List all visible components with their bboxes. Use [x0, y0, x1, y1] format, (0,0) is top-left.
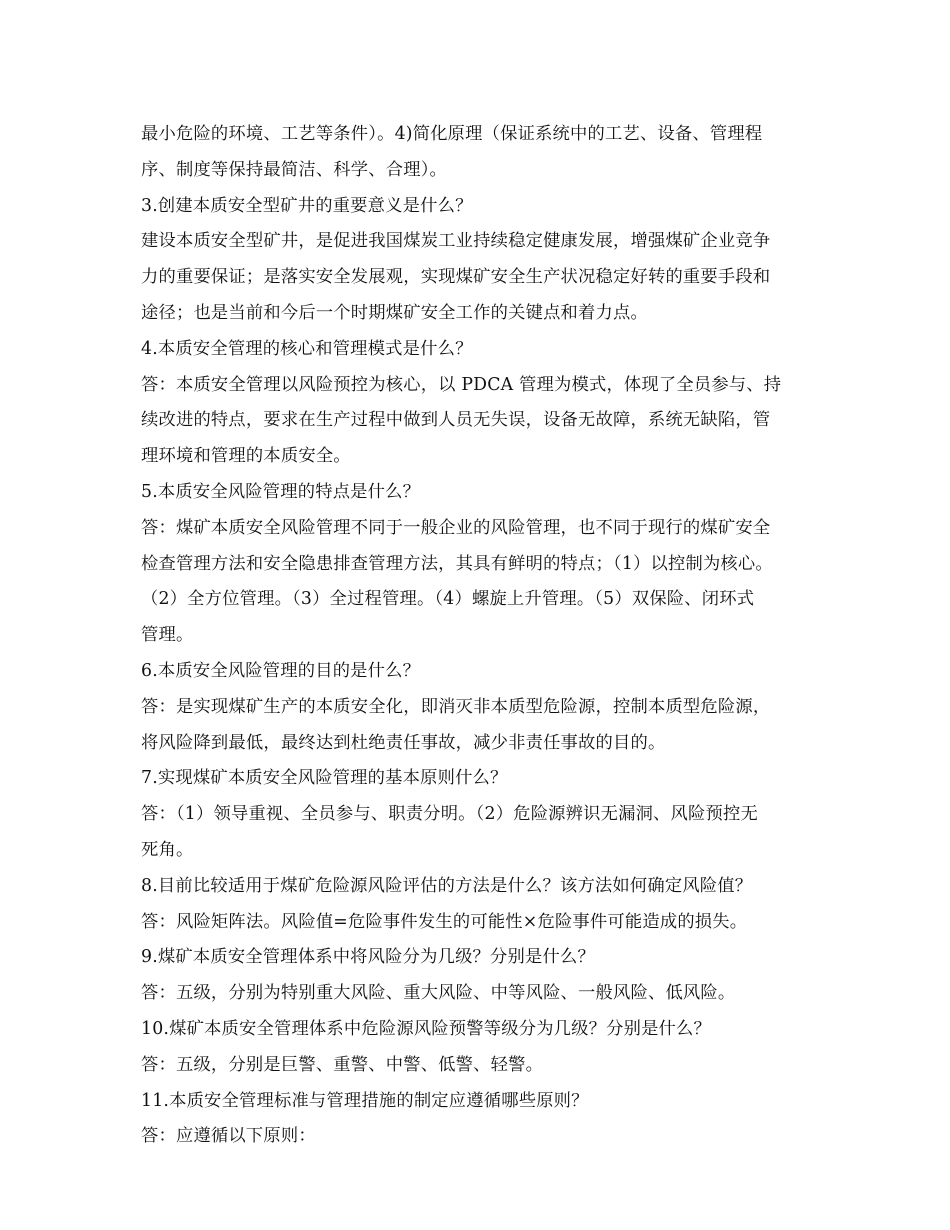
question-heading: 4.本质安全管理的核心和管理模式是什么？ [141, 338, 473, 359]
text-line: 理环境和管理的本质安全。 [141, 446, 351, 467]
text-line: 答：风险矩阵法。风险值=危险事件发生的可能性×危险事件可能造成的损失。 [141, 911, 748, 932]
text-line: 死角。 [141, 839, 194, 860]
text-line: 检查管理方法和安全隐患排查管理方法，其具有鲜明的特点；（1）以控制为核心。 [141, 553, 773, 574]
question-heading: 10.煤矿本质安全管理体系中危险源风险预警等级分为几级？分别是什么？ [141, 1018, 712, 1039]
text-line: 答：应遵循以下原则： [141, 1126, 316, 1147]
text-line: 续改进的特点，要求在生产过程中做到人员无失误，设备无故障，系统无缺陷，管 [141, 410, 771, 431]
question-heading: 5.本质安全风险管理的特点是什么？ [141, 481, 421, 502]
question-heading: 3.创建本质安全型矿井的重要意义是什么？ [141, 195, 473, 216]
text-line: 答：煤矿本质安全风险管理不同于一般企业的风险管理，也不同于现行的煤矿安全 [141, 517, 771, 538]
question-heading: 11.本质安全管理标准与管理措施的制定应遵循哪些原则？ [141, 1090, 589, 1111]
question-heading: 9.煤矿本质安全管理体系中将风险分为几级？分别是什么？ [141, 947, 595, 968]
document-body [141, 117, 831, 1155]
text-line: 答：（1）领导重视、全员参与、职责分明。（2）危险源辨识无漏洞、风险预控无 [141, 804, 758, 825]
question-heading: 6.本质安全风险管理的目的是什么？ [141, 660, 421, 681]
text-line: 答：本质安全管理以风险预控为核心，以 PDCA 管理为模式，体现了全员参与、持 [141, 374, 782, 395]
text-line: 管理。 [141, 625, 194, 646]
text-line: 建设本质安全型矿井，是促进我国煤炭工业持续稳定健康发展，增强煤矿企业竞争 [141, 231, 771, 252]
text-line: 答：是实现煤矿生产的本质安全化，即消灭非本质型危险源，控制本质型危险源， [141, 696, 771, 717]
text-line: 将风险降到最低，最终达到杜绝责任事故，减少非责任事故的目的。 [141, 732, 666, 753]
text-line: （2）全方位管理。（3）全过程管理。（4）螺旋上升管理。（5）双保险、闭环式 [141, 589, 755, 610]
text-line: 途径；也是当前和今后一个时期煤矿安全工作的关键点和着力点。 [141, 302, 648, 323]
text-line: 力的重要保证；是落实安全发展观，实现煤矿安全生产状况稳定好转的重要手段和 [141, 267, 771, 288]
question-heading: 7.实现煤矿本质安全风险管理的基本原则什么？ [141, 768, 508, 789]
text-line: 答：五级，分别为特别重大风险、重大风险、中等风险、一般风险、低风险。 [141, 983, 736, 1004]
question-heading: 8.目前比较适用于煤矿危险源风险评估的方法是什么？该方法如何确定风险值？ [141, 875, 753, 896]
text-line: 答：五级，分别是巨警、重警、中警、低警、轻警。 [141, 1054, 544, 1075]
text-line: 最小危险的环境、工艺等条件）。4)简化原理（保证系统中的工艺、设备、管理程 [141, 124, 763, 144]
text-line: 序、制度等保持最简洁、科学、合理）。 [141, 159, 448, 180]
